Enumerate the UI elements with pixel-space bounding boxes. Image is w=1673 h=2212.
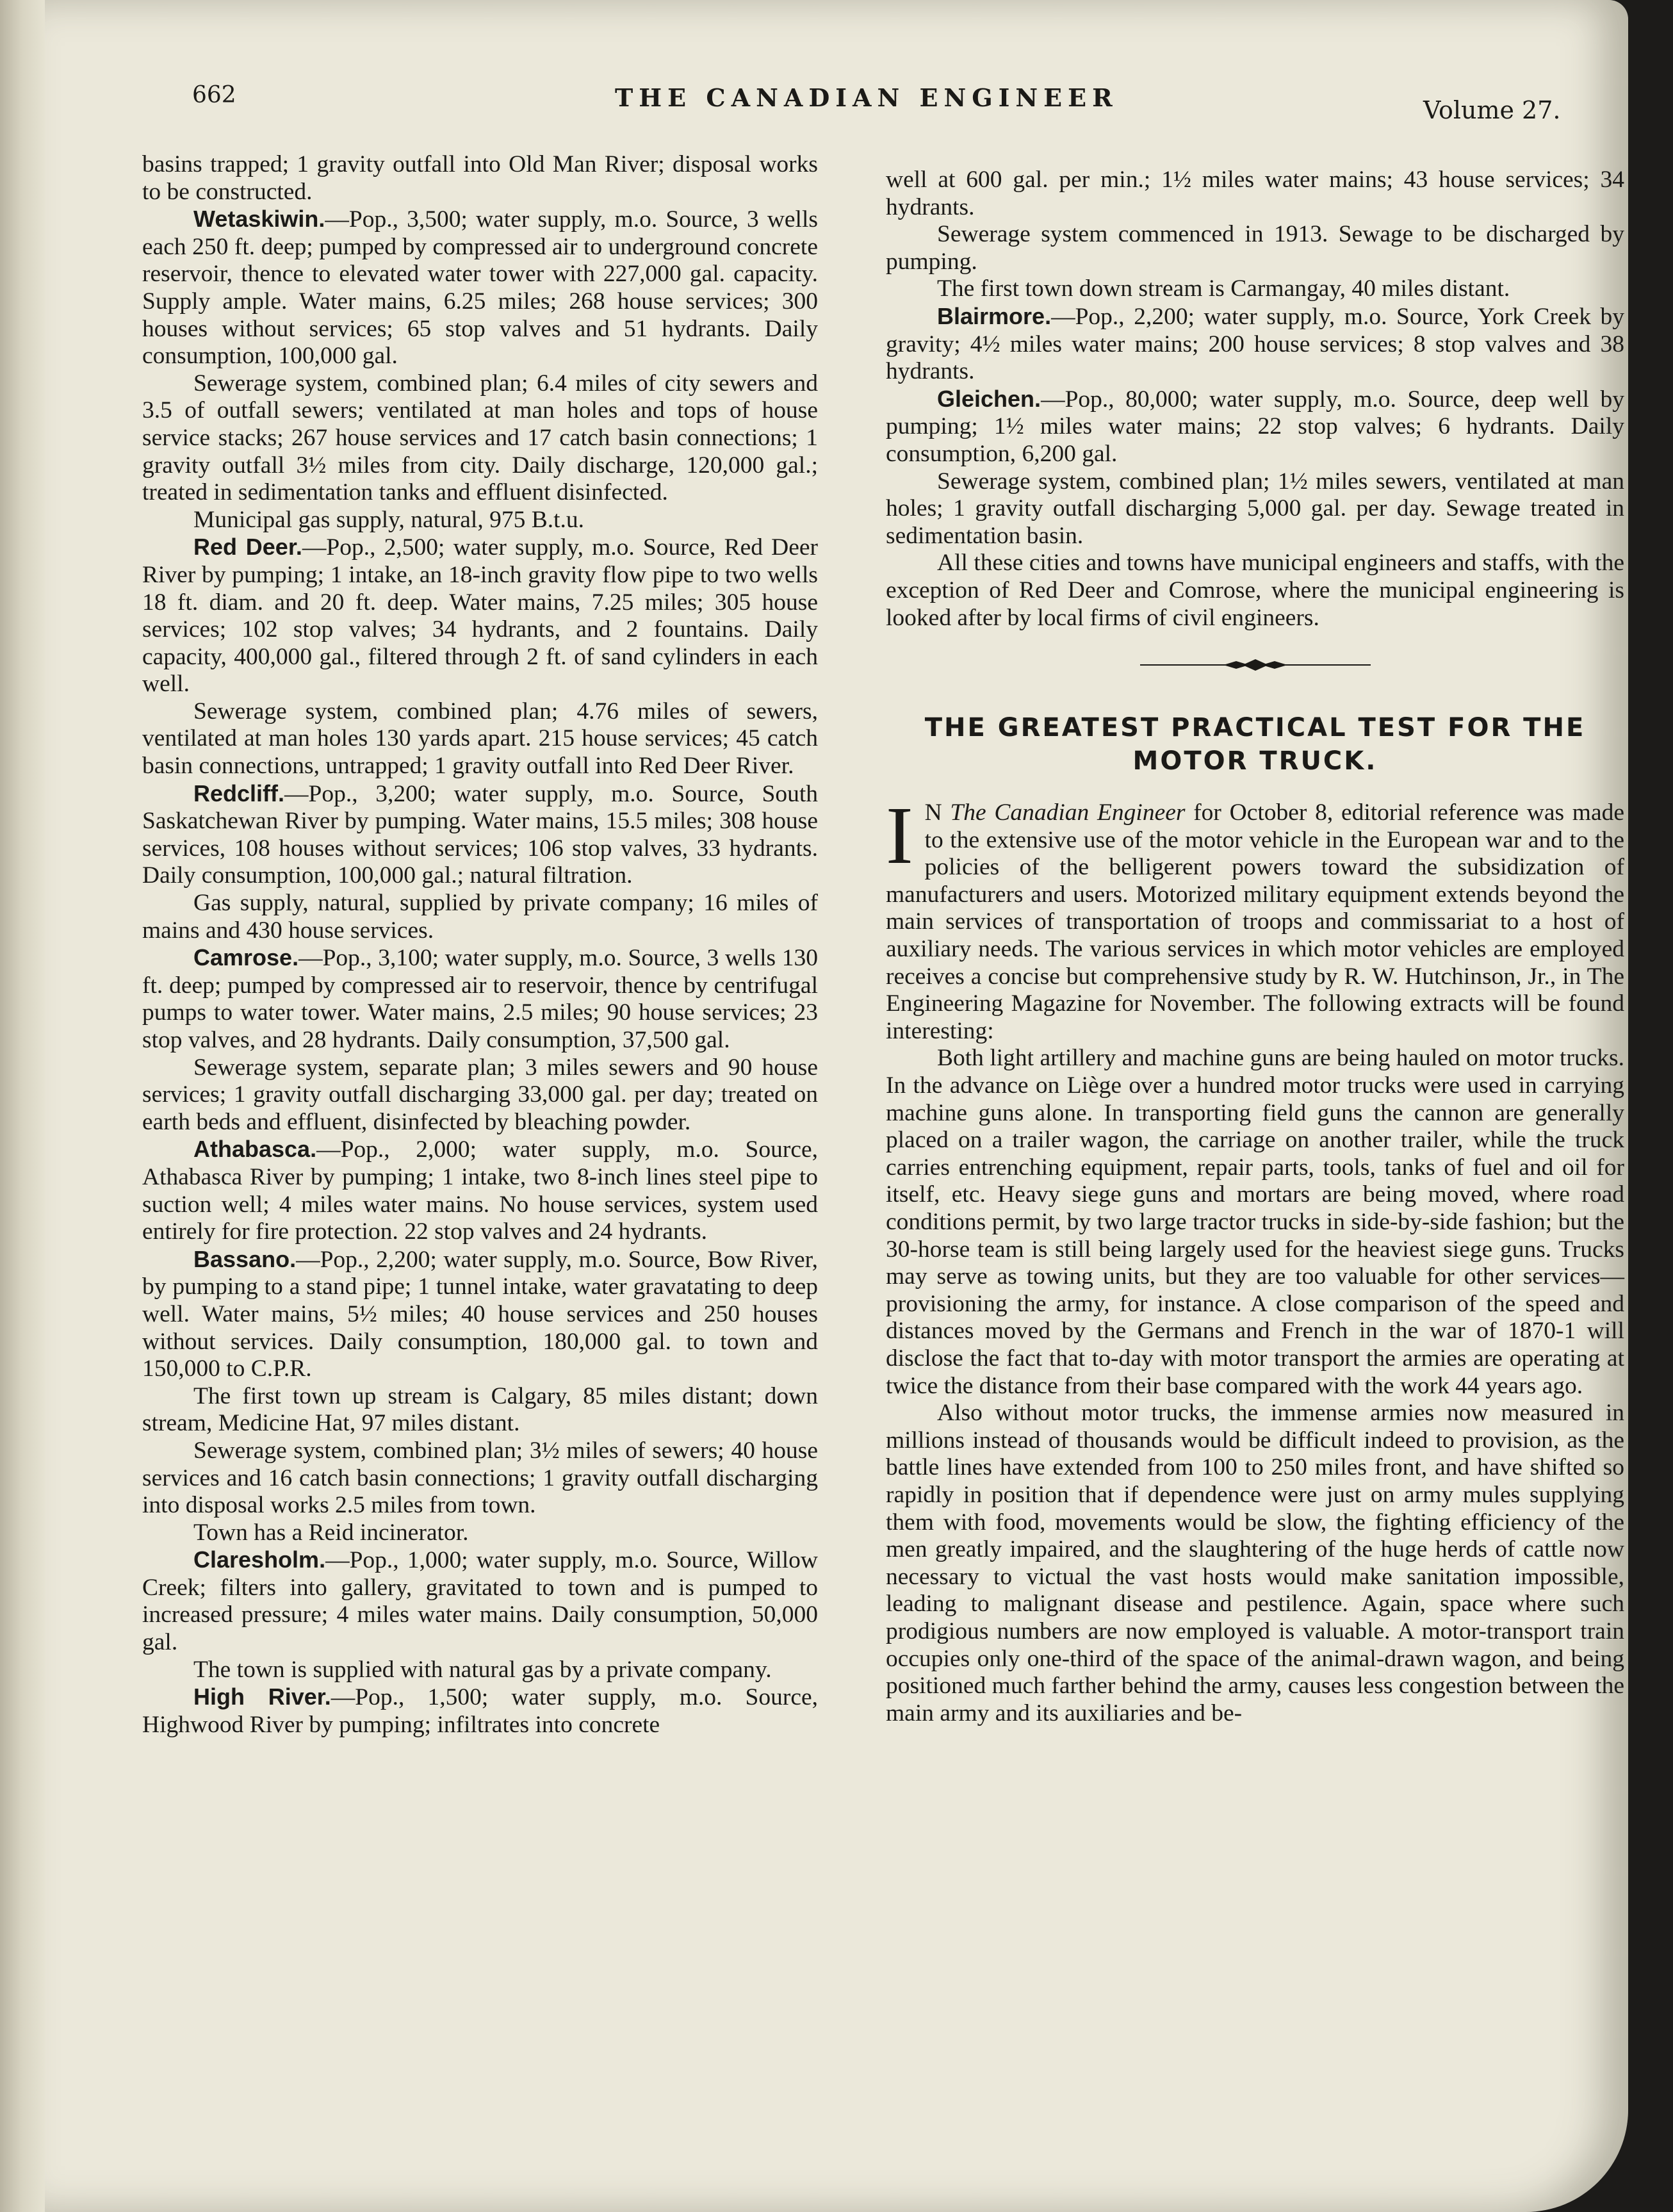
article-title-line: MOTOR TRUCK. (1132, 746, 1378, 776)
article-title (886, 711, 1624, 778)
article-paragraph (886, 790, 1624, 1045)
journal-title: THE CANADIAN ENGINEER (615, 83, 1118, 112)
town-name: Claresholm. (193, 1546, 326, 1573)
town-text: —Pop., 3,100; water supply, m.o. Source, 3 wells 130 ft. deep; pumped by compressed air to reservoir, thence by centrifugal pumps to water tower. Water mains, 2.5 miles; 90 house services; 23 stop valves, and 28 hydrants. Daily consumption, 37,500 gal. (142, 945, 818, 1053)
drop-cap: I (886, 790, 913, 881)
article-paragraph: Both light artillery and machine guns are being hauled on motor trucks. In the advance on Liège over a hundred motor trucks were used in carrying machine guns alone. In transporting field guns the cannon are generally placed on a trailer wagon, the carriage on another trailer, while the truck carries entrenching equipment, repair parts, tools, tanks of fuel and oil for itself, etc. Heavy siege guns and mortars are being moved, where road conditions permit, by two large tractor trucks in side-by-side fashion; but the 30-horse team is still being largely used for the heaviest siege guns. Trucks may serve as towing units, but they are too valuable for other services—provisioning the army, for instance. A close comparison of the speed and distances moved by the Germans and French in the war of 1870-1 will disclose the fact that to-day with motor transport the armies are operating at twice the distance from their base compared with the work 44 years ago. (886, 1045, 1624, 1399)
town-entry (142, 780, 818, 890)
article-text: for October 8, editorial reference was made to the extensive use of the motor vehicle in the European war and to the policies of the belligerent powers toward the subsidization of manufacturers and users. Motorized military equipment extends beyond the main services of transportation of troops and commissariat to a host of auxiliary needs. The various services in which motor vehicles are employed receives a concise but comprehensive study by R. W. Hutchinson, Jr., in The Engineering Magazine for November. The following extracts will be found interesting: (886, 799, 1624, 1044)
paragraph: well at 600 gal. per min.; 1½ miles water mains; 43 house services; 34 hydrants. (886, 167, 1624, 220)
town-name: Bassano. (193, 1245, 297, 1272)
town-text: —Pop., 80,000; water supply, m.o. Source, deep well by pumping; 1½ miles water mains; 22 stop valves; 6 hydrants. Daily consumption, 6,200 gal. (886, 386, 1624, 467)
paragraph: All these cities and towns have municipal engineers and staffs, with the exception of Red Deer and Comrose, where the municipal engineering is looked after by local firms of civil engineers. (886, 550, 1624, 631)
town-text: —Pop., 2,200; water supply, m.o. Source, York Creek by gravity; 4½ miles water mains; 200 house services; 8 stop valves and 38 hydrants. (886, 303, 1624, 385)
paragraph: Sewerage system, combined plan; 3½ miles of sewers; 40 house services and 16 catch basin connections; 1 gravity outfall discharging into disposal works 2.5 miles from town. (142, 1437, 818, 1519)
book-spine (0, 0, 45, 2212)
paragraph: Municipal gas supply, natural, 975 B.t.u. (193, 506, 584, 533)
left-column (142, 151, 818, 1739)
paragraph: Gas supply, natural, supplied by private company; 16 miles of mains and 430 house services. (142, 890, 818, 944)
town-text: —Pop., 2,000; water supply, m.o. Source, Athabasca River by pumping; 1 intake, two 8-inch lines steel pipe to suction well; 4 miles water mains. No house services, system used entirely for fire protection. 22 stop valves and 24 hydrants. (142, 1136, 818, 1245)
paragraph: Sewerage system, separate plan; 3 miles sewers and 90 house services; 1 gravity outfall discharging 33,000 gal. per day; treated on earth beds and effluent, disinfected by bleaching powder. (142, 1054, 818, 1135)
article-text: N (924, 799, 951, 826)
paragraph: Town has a Reid incinerator. (193, 1519, 469, 1546)
town-entry (142, 1684, 818, 1739)
section-divider-ornament (1140, 657, 1371, 673)
town-name: Athabasca. (193, 1136, 317, 1163)
town-entry (142, 1246, 818, 1383)
town-entry (142, 206, 818, 370)
town-entry (142, 534, 818, 698)
town-entry (886, 386, 1624, 468)
article-title-line: THE GREATEST PRACTICAL TEST FOR THE (924, 713, 1586, 743)
paragraph: Sewerage system, combined plan; 4.76 miles of sewers, ventilated at man holes 130 yards apart. 215 house services; 45 catch basin connections, untrapped; 1 gravity outfall into Red Deer River. (142, 698, 818, 780)
paragraph: The town is supplied with natural gas by a private company. (193, 1656, 772, 1683)
town-entry (886, 303, 1624, 386)
town-text: —Pop., 1,500; water supply, m.o. Source, Highwood River by pumping; infiltrates into concrete (142, 1684, 818, 1738)
town-text: —Pop., 1,000; water supply, m.o. Source, Willow Creek; filters into gallery, gravitated to town and is pumped to increased pressure; 4 miles water mains. Daily consumption, 50,000 gal. (142, 1547, 818, 1656)
town-entry (142, 1546, 818, 1656)
town-name: Wetaskiwin. (193, 206, 325, 233)
journal-page (45, 0, 1628, 2212)
article-text-italic: The Canadian Engineer (950, 799, 1186, 826)
town-entry (142, 1136, 818, 1245)
paragraph: The first town down stream is Carmangay, 40 miles distant. (937, 275, 1510, 302)
paragraph: Sewerage system commenced in 1913. Sewage to be discharged by pumping. (886, 221, 1624, 275)
paragraph: basins trapped; 1 gravity outfall into Old Man River; disposal works to be constructed. (142, 151, 818, 205)
town-name: Gleichen. (937, 385, 1041, 412)
paragraph: Sewerage system, combined plan; 6.4 miles of city sewers and 3.5 of outfall sewers; ventilated at man holes and tops of house service stacks; 267 house services and 17 catch basin connections; 1 gravity outfall 3½ miles from city. Daily discharge, 120,000 gal.; treated in sedimentation tanks and effluent disinfected. (142, 370, 818, 506)
town-text: —Pop., 2,500; water supply, m.o. Source, Red Deer River by pumping; 1 intake, an 18-inch gravity flow pipe to two wells 18 ft. diam. and 20 ft. deep. Water mains, 7.25 miles; 305 house services; 102 stop valves; 34 hydrants, and 2 fountains. Daily capacity, 400,000 gal., filtered through 2 ft. of sand cylinders in each well. (142, 534, 818, 698)
town-text: —Pop., 3,500; water supply, m.o. Source, 3 wells each 250 ft. deep; pumped by compressed air to underground concrete reservoir, thence to elevated water tower with 227,000 gal. capacity. Supply ample. Water mains, 6.25 miles; 268 house services; 300 houses without services; 65 stop valves and 51 hydrants. Daily consumption, 100,000 gal. (142, 206, 818, 370)
town-name: Red Deer. (193, 534, 302, 561)
page-number: 662 (192, 82, 236, 108)
article-paragraph: Also without motor trucks, the immense armies now measured in millions instead of thousands would be difficult indeed to provision, as the battle lines have extended from 100 to 250 miles front, and have shifted so rapidly in position that if dependence were just on army mules supplying them with food, movements would be slow, the fighting efficiency of the men greatly impaired, and the slaughtering of the huge herds of cattle now necessary to victual the vast hosts would make sanitation impossible, leading to malignant disease and pestilence. Again, space where such prodigious numbers are now employed is valuable. A motor-transport train occupies only one-third of the space of the animal-drawn wagon, and being positioned much farther behind the army, causes less congestion between the main army and its auxiliaries and be- (886, 1400, 1624, 1726)
right-column (886, 167, 1624, 1727)
town-text: —Pop., 3,200; water supply, m.o. Source, South Saskatchewan River by pumping. Water mains, 15.5 miles; 308 house services, 108 houses without services; 106 stop valves, 33 hydrants. Daily consumption, 100,000 gal.; natural filtration. (142, 780, 818, 889)
volume-label: Volume 27. (1423, 96, 1561, 124)
town-entry (142, 944, 818, 1054)
town-name: Camrose. (193, 944, 299, 971)
paragraph: Sewerage system, combined plan; 1½ miles sewers, ventilated at man holes; 1 gravity outfall discharging 5,000 gal. per day. Sewage treated in sedimentation basin. (886, 468, 1624, 549)
town-name: High River. (193, 1684, 331, 1710)
town-name: Blairmore. (937, 302, 1052, 329)
town-text: —Pop., 2,200; water supply, m.o. Source, Bow River, by pumping to a stand pipe; 1 tunnel intake, water gravatating to deep well. Water mains, 5½ miles; 40 house services and 250 houses without services. Daily consumption, 180,000 gal. to town and 150,000 to C.P.R. (142, 1246, 818, 1382)
town-name: Redcliff. (193, 780, 285, 807)
paragraph: The first town up stream is Calgary, 85 miles distant; down stream, Medicine Hat, 97 miles distant. (142, 1382, 818, 1437)
